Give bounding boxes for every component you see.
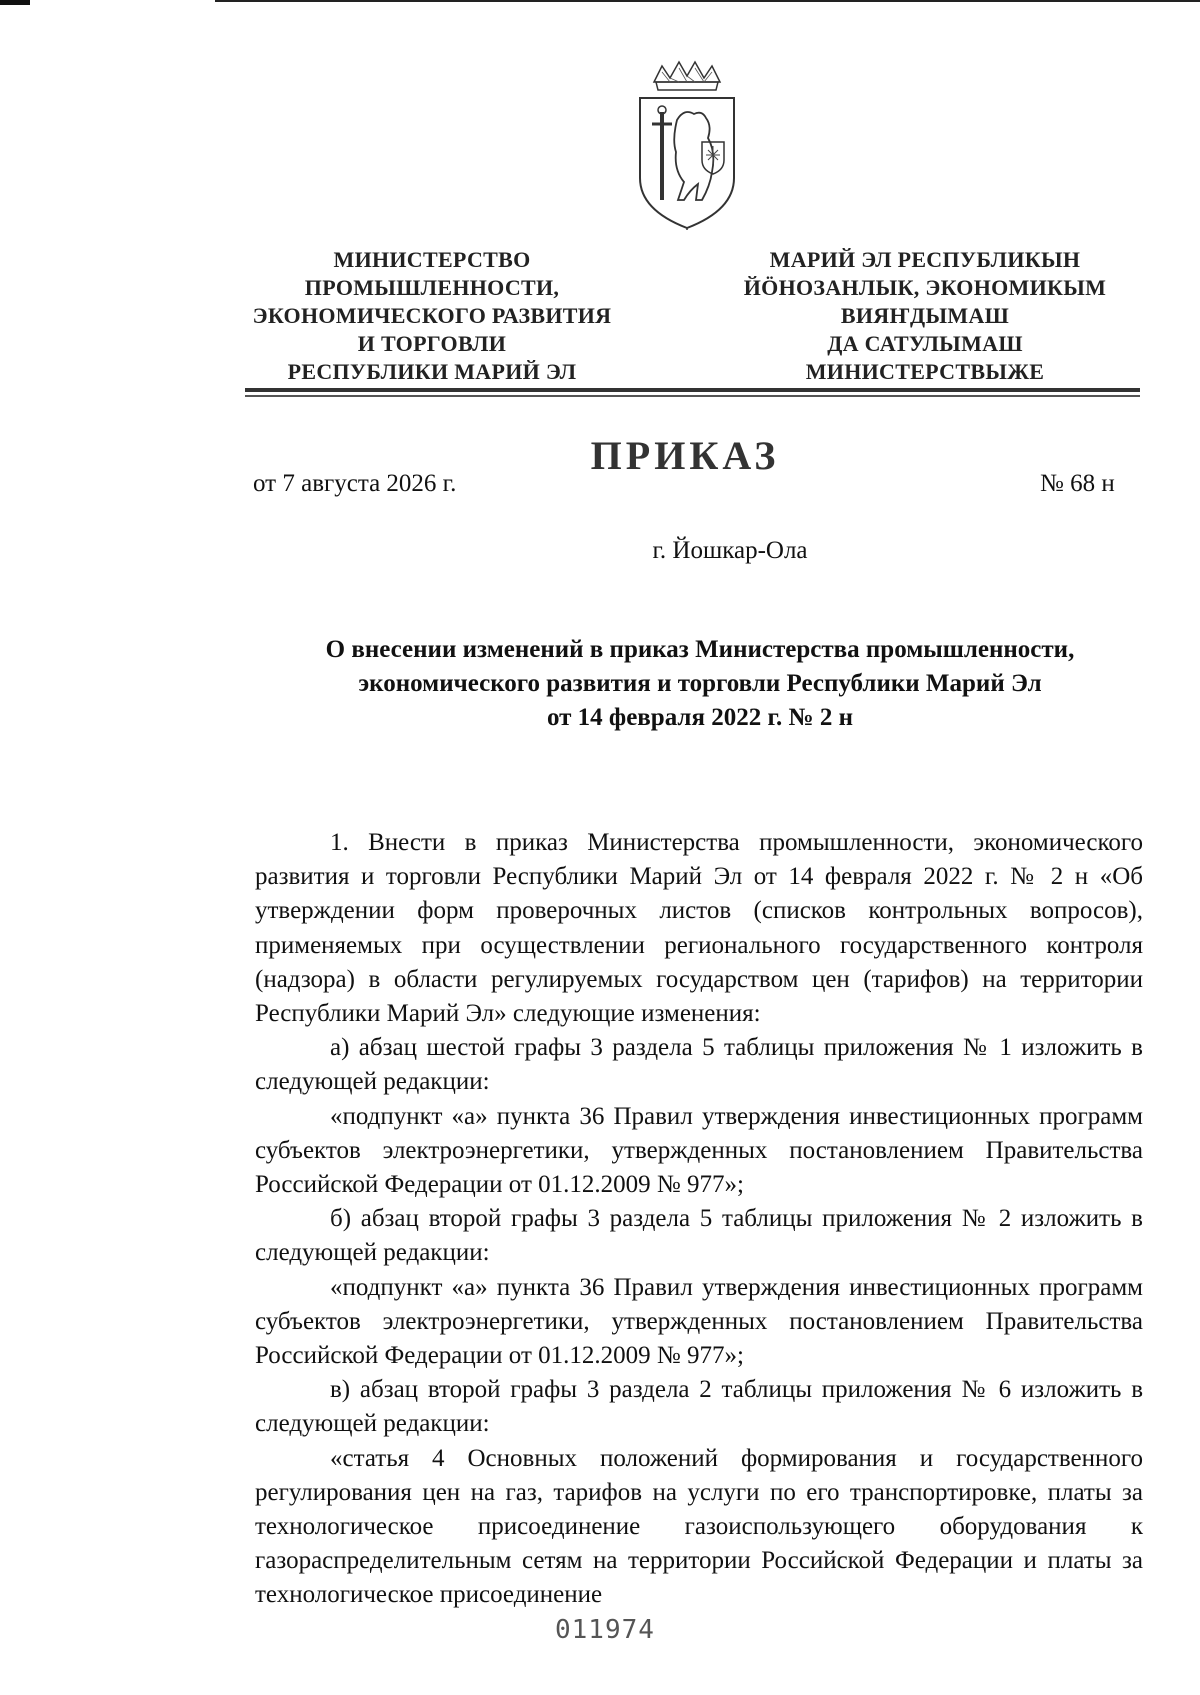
scan-artifact-line	[215, 0, 1200, 2]
ministry-name-line: ПРОМЫШЛЕННОСТИ,	[304, 275, 560, 300]
document-type: ПРИКАЗ	[590, 433, 780, 478]
header-divider-thin	[245, 395, 1140, 397]
ministry-name-mari	[725, 246, 1125, 386]
ministry-name-line: МАРИЙ ЭЛ РЕСПУБЛИКЫН	[769, 247, 1081, 272]
ministry-name-line: МИНИСТЕРСТВО	[333, 247, 531, 272]
ministry-name-line: ЙÖНОЗАНЛЫК, ЭКОНОМИКЫМ	[743, 275, 1107, 300]
body-paragraph: б) абзац второй графы 3 раздела 5 таблицы приложения № 2 изложить в следующей редакции:	[255, 1205, 1143, 1267]
document-body	[255, 826, 1143, 1613]
document-city: г. Йошкар-Ола	[652, 537, 808, 564]
ministry-name-line: ВИЯҤДЫМАШ	[840, 303, 1010, 328]
body-paragraph: «подпункт «а» пункта 36 Правил утверждения инвестиционных программ субъектов электроэнергетики, утвержденных постановлением Правительства Российской Федерации от 01.12.2009 № 977»;	[255, 1102, 1143, 1199]
ministry-name-line: ЭКОНОМИЧЕСКОГО РАЗВИТИЯ	[252, 303, 612, 328]
ministry-name-russian	[232, 246, 632, 386]
document-title	[250, 633, 1150, 735]
body-paragraph: а) абзац шестой графы 3 раздела 5 таблицы приложения № 1 изложить в следующей редакции:	[255, 1034, 1143, 1096]
ministry-name-line: ДА САТУЛЫМАШ	[827, 331, 1023, 356]
body-paragraph: «подпункт «а» пункта 36 Правил утверждения инвестиционных программ субъектов электроэнергетики, утвержденных постановлением Правительства Российской Федерации от 01.12.2009 № 977»;	[255, 1273, 1143, 1370]
ministry-name-line: МИНИСТЕРСТВЫЖЕ	[805, 359, 1045, 384]
header-divider	[245, 388, 1140, 392]
title-line: экономического развития и торговли Республики Марий Эл	[358, 670, 1042, 697]
title-line: от 14 февраля 2022 г. № 2 н	[546, 704, 854, 731]
serial-number-stamp: 011974	[555, 1615, 655, 1645]
body-paragraph: в) абзац второй графы 3 раздела 2 таблицы приложения № 6 изложить в следующей редакции:	[255, 1376, 1143, 1438]
ministry-name-line: И ТОРГОВЛИ	[357, 331, 507, 356]
scan-artifact-corner	[0, 0, 30, 5]
coat-of-arms-emblem	[632, 60, 742, 230]
body-paragraph: «статья 4 Основных положений формирования и государственного регулирования цен на газ, тарифов на услуги по его транспортировке, платы за технологическое присоединение газоиспользующего оборудования к газораспределительным сетям на территории Российской Федерации и платы за технологическое присоединение	[255, 1444, 1143, 1609]
document-number: № 68 н	[1040, 470, 1115, 497]
body-paragraph: 1. Внести в приказ Министерства промышленности, экономического развития и торговли Республики Марий Эл от 14 февраля 2022 г. № 2 н «Об утверждении форм проверочных листов (списков контрольных вопросов), применяемых при осуществлении регионального государственного контроля (надзора) в области регулируемых государством цен (тарифов) на территории Республики Марий Эл» следующие изменения:	[255, 829, 1143, 1028]
ministry-name-line: РЕСПУБЛИКИ МАРИЙ ЭЛ	[287, 359, 577, 384]
document-date: от 7 августа 2026 г.	[253, 470, 457, 497]
title-line: О внесении изменений в приказ Министерства промышленности,	[325, 636, 1075, 663]
